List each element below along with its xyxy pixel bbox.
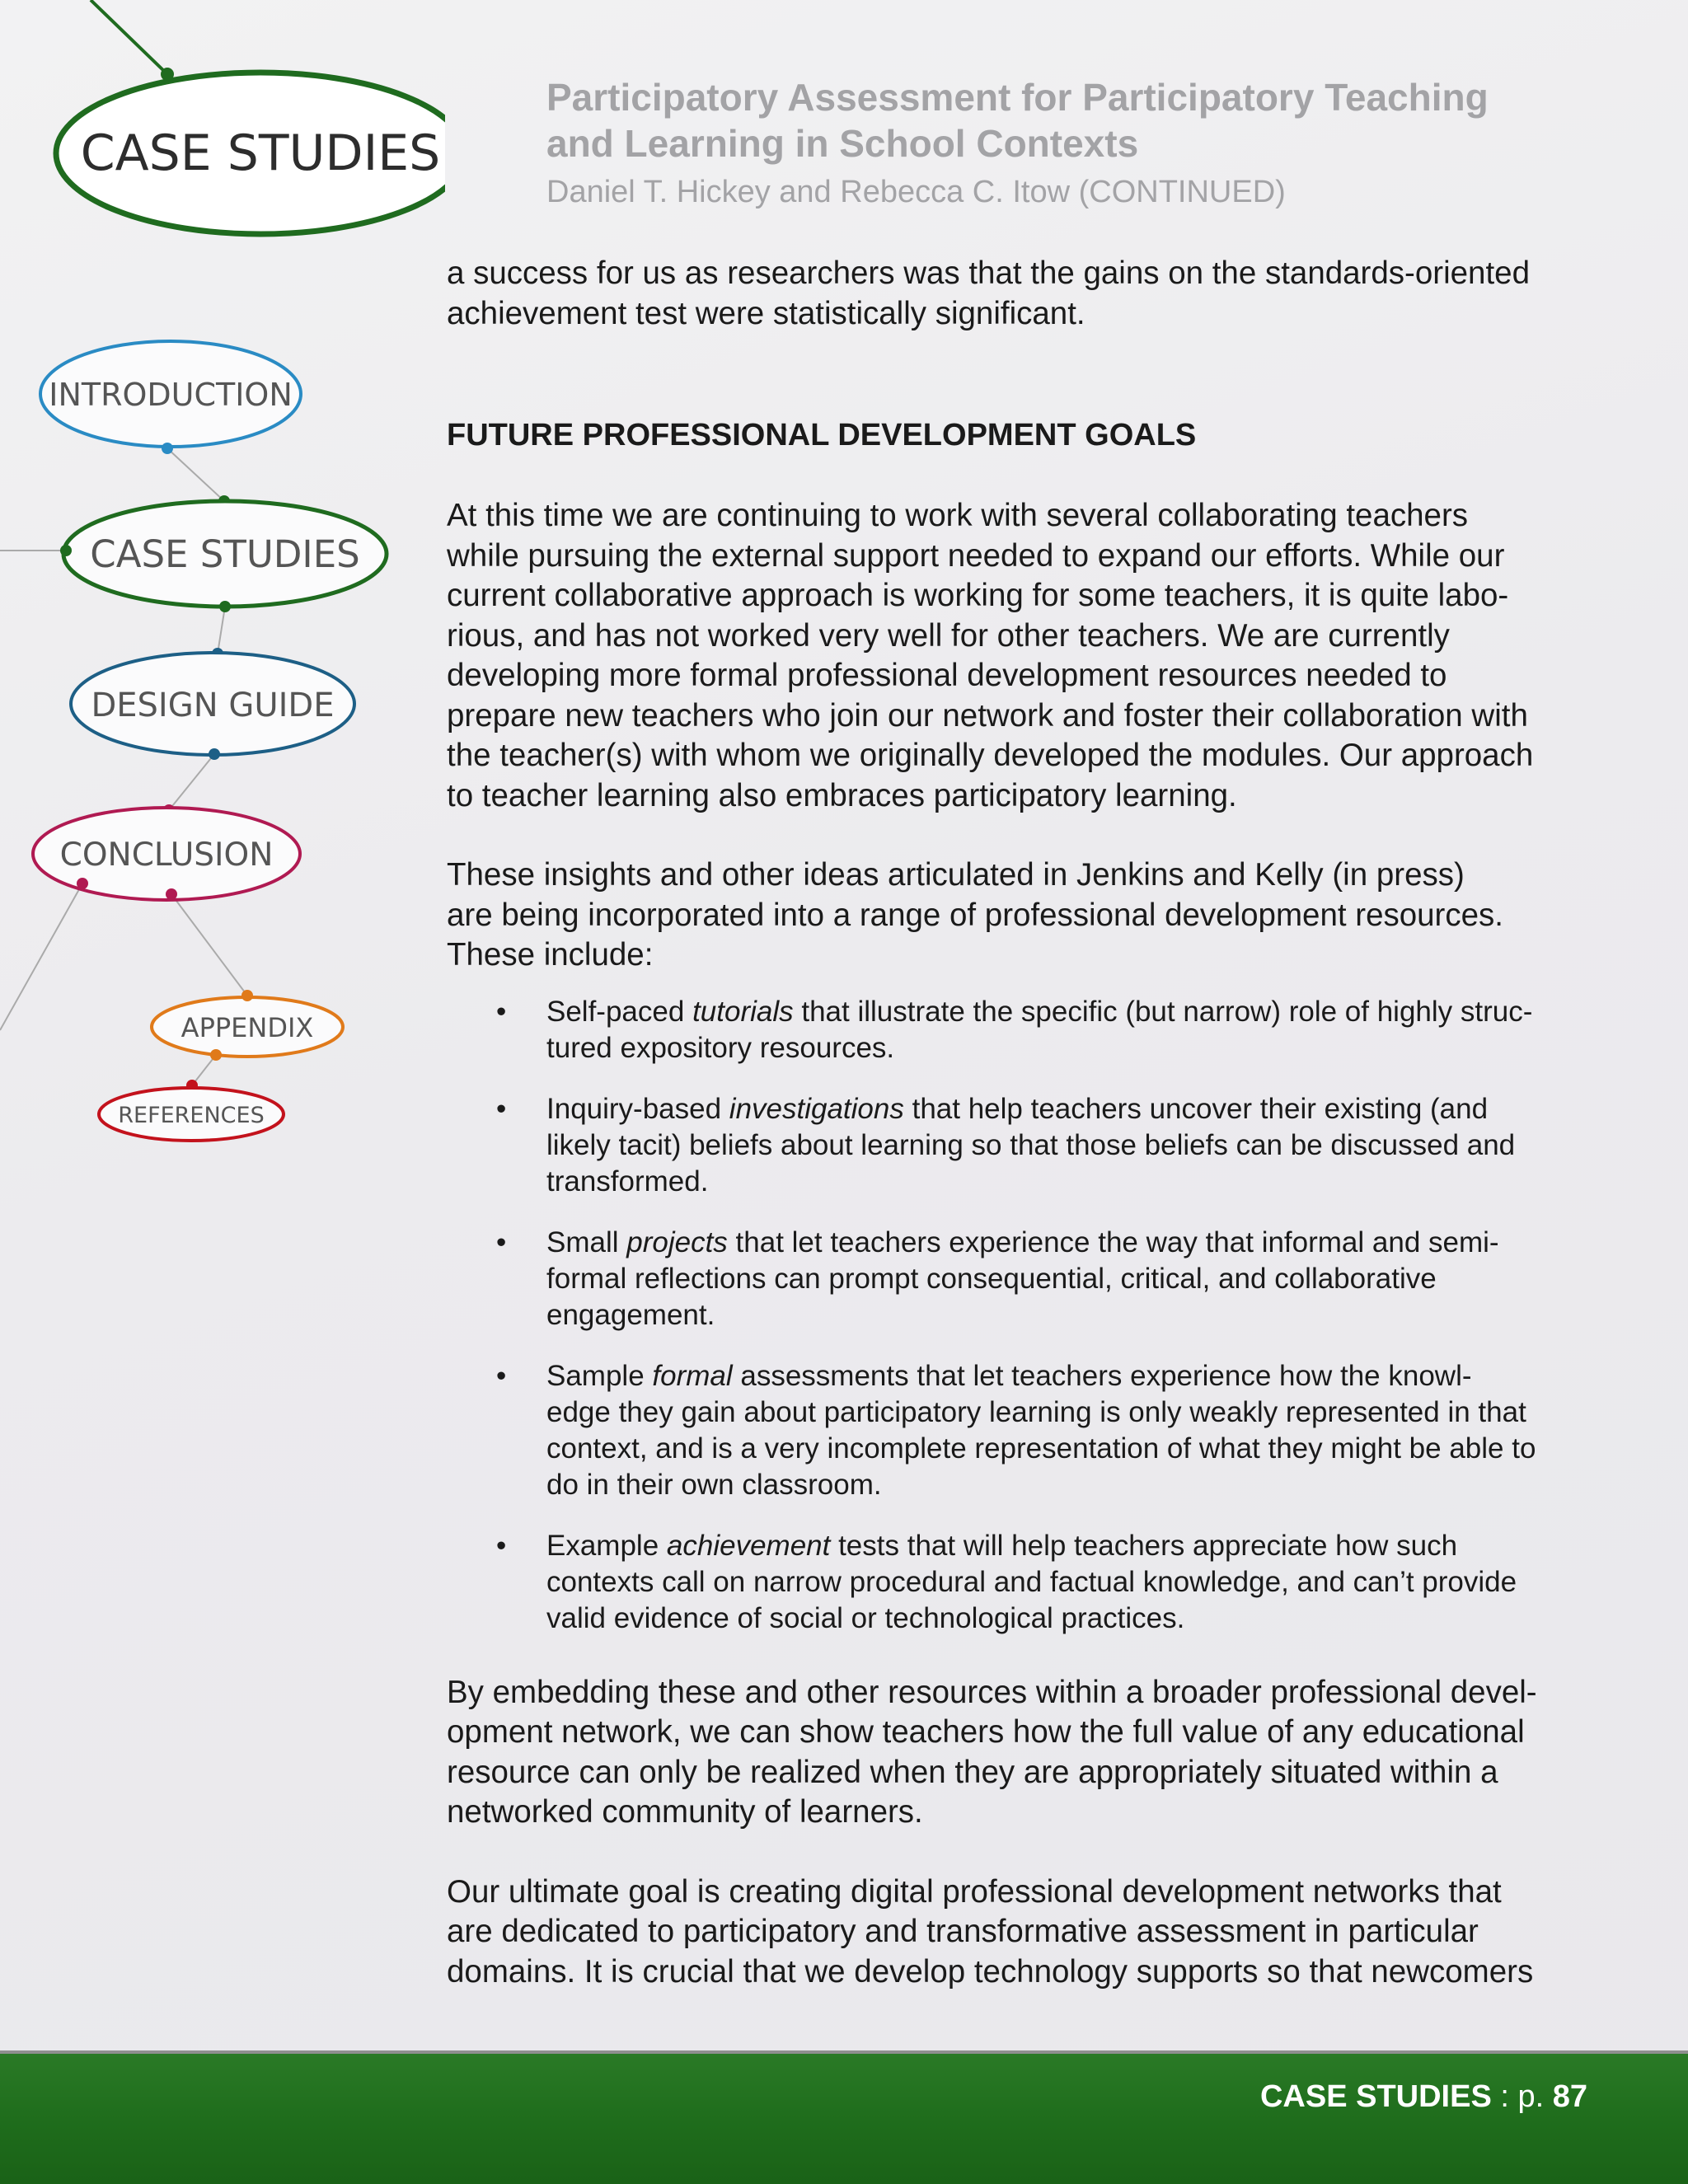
- paragraph-3: [447, 1673, 1601, 1833]
- page-footer: [0, 2054, 1688, 2184]
- bullet-icon: •: [496, 1359, 507, 1392]
- text-line: prepare new teachers who join our network and foster their collaboration with: [447, 697, 1528, 733]
- text-line: By embedding these and other resources within a broader professional devel-: [447, 1674, 1537, 1710]
- text-line: rious, and has not worked very well for other teachers. We are currently: [447, 617, 1450, 654]
- nav-item-label: REFERENCES: [118, 1103, 265, 1128]
- article-title: [546, 74, 1618, 166]
- text-line: developing more formal professional development resources needed to: [447, 658, 1447, 693]
- article-body: [447, 254, 1601, 1992]
- nav-item-case-studies[interactable]: [63, 501, 387, 607]
- section-nav-map: [0, 0, 445, 1170]
- text-line: At this time we are continuing to work with several collaborating teachers: [447, 498, 1469, 533]
- text-line: are dedicated to participatory and transformative assessment in particular: [447, 1914, 1479, 1949]
- text-line: opment network, we can show teachers how the full value of any educational: [447, 1714, 1525, 1750]
- list-item: • Example achievement tests that will help teachers appreciate how such contexts call on narrow procedural and factual knowledge, and can’t provide valid evidence of social or technological practices.: [496, 1529, 1517, 1634]
- footer-section-name: CASE STUDIES: [1259, 2079, 1492, 2114]
- paragraph-4: [447, 1872, 1601, 1993]
- text-line: resource can only be realized when they are appropriately situated within a: [447, 1754, 1498, 1790]
- text-line: while pursuing the external support needed to expand our efforts. While our: [447, 537, 1505, 574]
- nav-item-label: CONCLUSION: [59, 837, 274, 874]
- article-title-line: and Learning in School Contexts: [546, 122, 1139, 165]
- text-line: These insights and other ideas articulated in Jenkins and Kelly (in press): [447, 857, 1465, 893]
- list-item: • Sample formal assessments that let teachers experience how the knowl- edge they gain about participatory learning is only weakly represented in that context, and is a very incomplete representation of what they might be able to do in their own classroom.: [496, 1359, 1536, 1501]
- bullet-icon: •: [496, 1092, 507, 1125]
- text-line: Our ultimate goal is creating digital professional development networks that: [447, 1873, 1502, 1910]
- nav-item-label: INTRODUCTION: [49, 377, 293, 413]
- footer-page-number: 87: [1552, 2079, 1587, 2114]
- text-line: current collaborative approach is working for some teachers, it is quite labo-: [447, 578, 1509, 613]
- list-item: • Self-paced tutorials that illustrate the specific (but narrow) role of highly struc- tured expository resources.: [496, 995, 1533, 1064]
- article-title-line: Participatory Assessment for Participatory Teaching: [546, 76, 1489, 119]
- article-header: [546, 74, 1618, 213]
- text-line: domains. It is crucial that we develop technology supports so that newcomers: [447, 1953, 1534, 1990]
- text-line: the teacher(s) with whom we originally developed the modules. Our approach: [447, 738, 1534, 773]
- article-authors: Daniel T. Hickey and Rebecca C. Itow (CONTINUED): [546, 175, 1286, 209]
- text-line: networked community of learners.: [447, 1794, 923, 1830]
- paragraph-intro: [447, 254, 1601, 334]
- text-line: to teacher learning also embraces participatory learning.: [447, 777, 1237, 813]
- bullet-icon: •: [496, 1226, 507, 1258]
- nav-item-label: DESIGN GUIDE: [91, 687, 335, 724]
- text-line: These include:: [447, 937, 654, 972]
- section-badge: [56, 73, 445, 234]
- paragraph-1: [447, 496, 1601, 816]
- nav-item-appendix[interactable]: [152, 997, 343, 1057]
- list-item: • Small projects that let teachers experience the way that informal and semi- formal reflections can prompt consequential, critical, and collaborative engagement.: [496, 1226, 1499, 1331]
- nav-item-design-guide[interactable]: [71, 653, 354, 755]
- paragraph-2: [447, 855, 1601, 976]
- list-item: • Inquiry-based investigations that help teachers uncover their existing (and likely tacit) beliefs about learning so that those beliefs can be discussed and transformed.: [496, 1092, 1516, 1197]
- text-line: are being incorporated into a range of professional development resources.: [447, 897, 1503, 933]
- text-line: achievement test were statistically significant.: [447, 295, 1085, 331]
- nav-item-references[interactable]: [99, 1088, 284, 1141]
- nav-item-conclusion[interactable]: [33, 808, 300, 900]
- nav-item-label: APPENDIX: [181, 1012, 314, 1043]
- text-line: a success for us as researchers was that the gains on the standards-oriented: [447, 255, 1530, 291]
- bullet-icon: •: [496, 995, 507, 1028]
- section-heading: FUTURE PROFESSIONAL DEVELOPMENT GOALS: [447, 418, 1197, 452]
- resource-list: [447, 994, 1601, 1637]
- bullet-icon: •: [496, 1529, 507, 1562]
- nav-item-introduction[interactable]: [40, 341, 301, 447]
- section-badge-label: CASE STUDIES: [80, 124, 441, 182]
- page-number: CASE STUDIES : p. 87: [1259, 2079, 1587, 2114]
- nav-item-label: CASE STUDIES: [90, 532, 360, 576]
